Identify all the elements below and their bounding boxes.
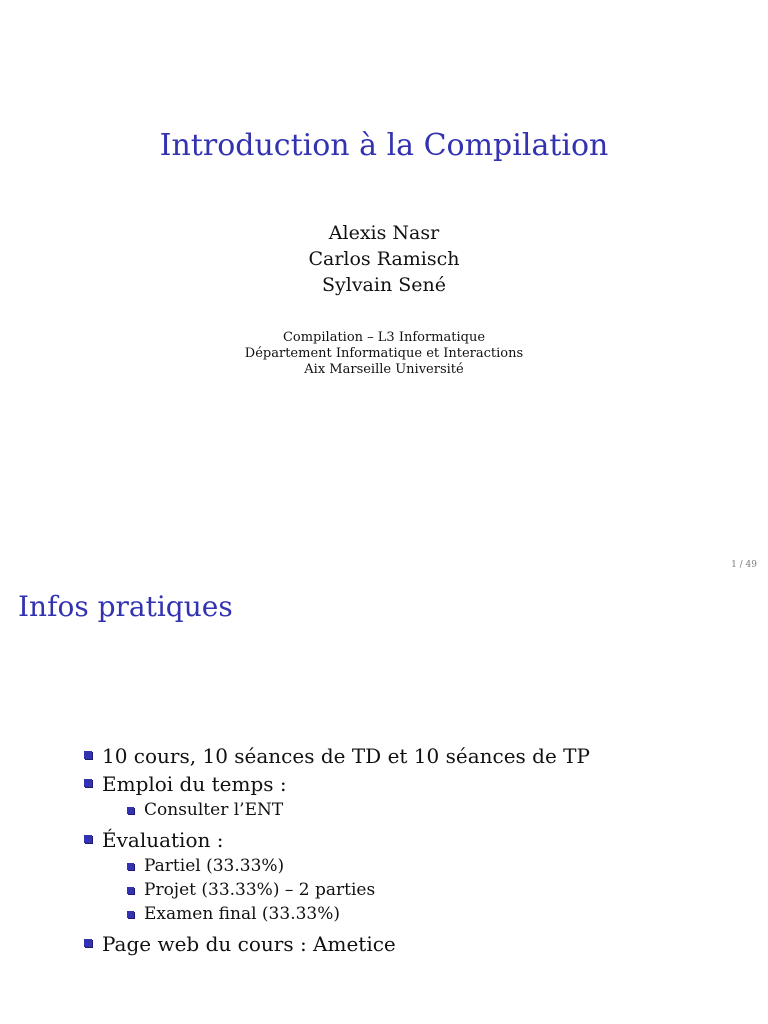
university-name: Aix Marseille Université [304,362,464,377]
sub-list-item [124,854,590,878]
list-item [84,742,590,770]
square-bullet-icon [127,807,134,814]
sub-list [102,798,590,822]
list-item-text: 10 cours, 10 séances de TD et 10 séances de TP [102,744,590,768]
sub-list-item-text: Examen final (33.33%) [144,904,341,924]
list-item-text: Évaluation : [102,828,224,852]
department-name: Département Informatique et Interactions [244,346,524,361]
square-bullet-icon [84,835,92,843]
sub-list [102,854,590,926]
sub-list-item [124,798,590,822]
affiliation [0,330,768,378]
square-bullet-icon [127,911,134,918]
slide-title: Infos pratiques [18,590,233,623]
square-bullet-icon [84,939,92,947]
sub-list-item [124,878,590,902]
list-item-text: Page web du cours : Ametice [102,932,396,956]
list-item-text: Emploi du temps : [102,772,287,796]
square-bullet-icon [127,887,134,894]
course-name: Compilation – L3 Informatique [282,330,486,345]
sub-list-item-text: Partiel (33.33%) [144,856,285,876]
page-number: 1 / 49 [731,560,757,570]
list-item [84,930,590,958]
author-list [0,220,768,298]
infos-slide [0,576,768,1024]
bullet-list [84,742,590,958]
presentation-title: Introduction à la Compilation [159,128,609,163]
list-item [84,770,590,822]
square-bullet-icon [127,863,134,870]
sub-list-item-text: Consulter l’ENT [144,800,284,820]
author-name: Carlos Ramisch [308,248,460,270]
author-name: Alexis Nasr [328,222,440,244]
sub-list-item [124,902,590,926]
square-bullet-icon [84,751,92,759]
list-item [84,826,590,926]
sub-list-item-text: Projet (33.33%) – 2 parties [144,880,376,900]
author-name: Sylvain Sené [322,274,446,296]
square-bullet-icon [84,779,92,787]
